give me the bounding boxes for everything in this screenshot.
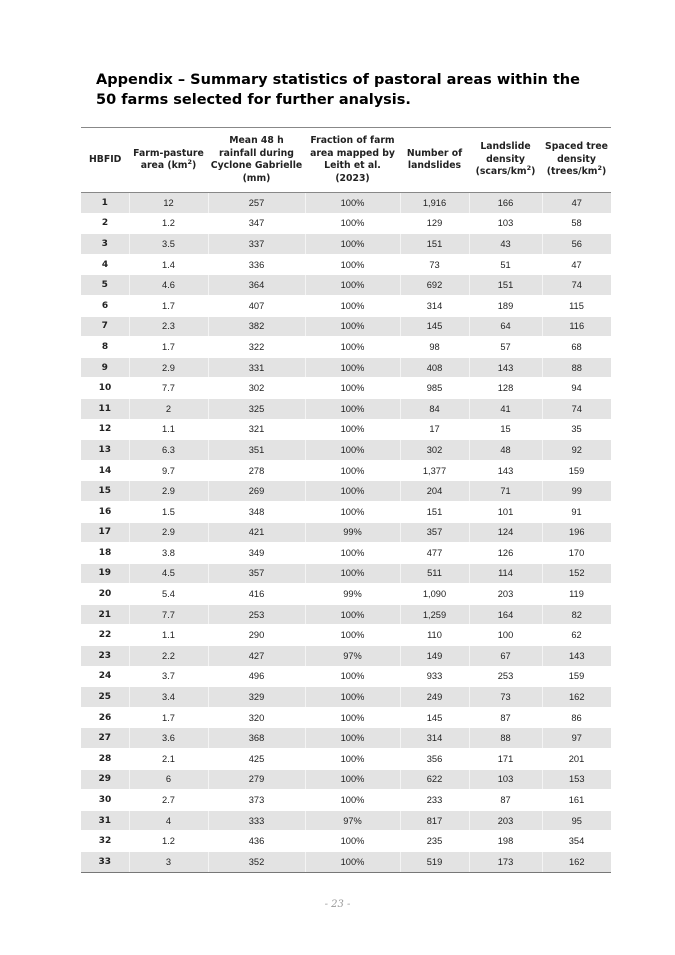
cell-rainfall: 368 [208, 728, 305, 749]
page-number: - 23 - [324, 899, 351, 910]
cell-farm-pasture-area: 5.4 [129, 584, 208, 605]
cell-tree-density: 159 [542, 460, 611, 481]
cell-farm-pasture-area: 2.2 [129, 646, 208, 667]
cell-landslide-count: 129 [400, 213, 469, 234]
cell-farm-pasture-area: 3.4 [129, 687, 208, 708]
cell-rainfall: 336 [208, 254, 305, 275]
cell-rainfall: 496 [208, 666, 305, 687]
cell-landslide-count: 692 [400, 275, 469, 296]
cell-farm-pasture-area: 4.6 [129, 275, 208, 296]
cell-landslide-density: 164 [469, 604, 542, 625]
cell-tree-density: 116 [542, 316, 611, 337]
cell-landslide-density: 143 [469, 357, 542, 378]
cell-rainfall: 352 [208, 852, 305, 873]
cell-tree-density: 95 [542, 810, 611, 831]
table-row [81, 522, 611, 543]
cell-fraction-mapped: 97% [305, 810, 400, 831]
cell-tree-density: 162 [542, 687, 611, 708]
cell-rainfall: 321 [208, 419, 305, 440]
cell-landslide-count: 985 [400, 378, 469, 399]
page-title: Appendix – Summary statistics of pastoral areas within the 50 farms selected for further analysis. [96, 72, 580, 108]
cell-landslide-count: 314 [400, 728, 469, 749]
cell-farm-pasture-area: 3 [129, 852, 208, 873]
cell-rainfall: 373 [208, 790, 305, 811]
cell-landslide-density: 73 [469, 687, 542, 708]
cell-hbfid: 6 [81, 295, 129, 316]
cell-hbfid: 7 [81, 316, 129, 337]
cell-landslide-density: 203 [469, 584, 542, 605]
cell-landslide-density: 100 [469, 625, 542, 646]
cell-rainfall: 347 [208, 213, 305, 234]
cell-tree-density: 159 [542, 666, 611, 687]
cell-hbfid: 26 [81, 707, 129, 728]
table-row [81, 316, 611, 337]
cell-landslide-count: 356 [400, 749, 469, 770]
cell-landslide-density: 41 [469, 398, 542, 419]
cell-hbfid: 13 [81, 440, 129, 461]
summary-table [81, 127, 611, 873]
cell-tree-density: 82 [542, 604, 611, 625]
table-row [81, 666, 611, 687]
cell-tree-density: 115 [542, 295, 611, 316]
cell-landslide-density: 64 [469, 316, 542, 337]
cell-landslide-density: 87 [469, 790, 542, 811]
column-header-fraction-mapped: Fraction of farm area mapped by Leith et al. (2023) [305, 128, 400, 193]
table-row [81, 728, 611, 749]
cell-hbfid: 2 [81, 213, 129, 234]
cell-landslide-count: 302 [400, 440, 469, 461]
table-row [81, 254, 611, 275]
cell-fraction-mapped: 99% [305, 522, 400, 543]
cell-fraction-mapped: 100% [305, 790, 400, 811]
cell-hbfid: 9 [81, 357, 129, 378]
cell-rainfall: 416 [208, 584, 305, 605]
table-row [81, 193, 611, 214]
cell-farm-pasture-area: 3.6 [129, 728, 208, 749]
cell-landslide-density: 51 [469, 254, 542, 275]
cell-rainfall: 269 [208, 481, 305, 502]
cell-farm-pasture-area: 3.8 [129, 543, 208, 564]
cell-landslide-count: 1,090 [400, 584, 469, 605]
cell-rainfall: 436 [208, 831, 305, 852]
table-row [81, 440, 611, 461]
cell-landslide-count: 17 [400, 419, 469, 440]
cell-hbfid: 14 [81, 460, 129, 481]
cell-tree-density: 62 [542, 625, 611, 646]
cell-hbfid: 12 [81, 419, 129, 440]
cell-farm-pasture-area: 7.7 [129, 604, 208, 625]
cell-tree-density: 68 [542, 337, 611, 358]
cell-landslide-density: 48 [469, 440, 542, 461]
cell-farm-pasture-area: 2.9 [129, 481, 208, 502]
cell-fraction-mapped: 100% [305, 378, 400, 399]
table-row [81, 295, 611, 316]
cell-hbfid: 28 [81, 749, 129, 770]
cell-farm-pasture-area: 4.5 [129, 563, 208, 584]
cell-hbfid: 23 [81, 646, 129, 667]
table-row [81, 604, 611, 625]
cell-farm-pasture-area: 1.5 [129, 501, 208, 522]
table-row [81, 646, 611, 667]
cell-tree-density: 94 [542, 378, 611, 399]
cell-landslide-count: 110 [400, 625, 469, 646]
table-row [81, 852, 611, 873]
cell-hbfid: 29 [81, 769, 129, 790]
cell-hbfid: 27 [81, 728, 129, 749]
cell-tree-density: 56 [542, 234, 611, 255]
table-body [81, 193, 611, 873]
cell-farm-pasture-area: 4 [129, 810, 208, 831]
cell-farm-pasture-area: 6 [129, 769, 208, 790]
cell-fraction-mapped: 100% [305, 357, 400, 378]
cell-rainfall: 382 [208, 316, 305, 337]
table-row [81, 460, 611, 481]
cell-farm-pasture-area: 2.1 [129, 749, 208, 770]
column-header-number-of-landslides: Number of landslides [400, 128, 469, 193]
cell-hbfid: 1 [81, 193, 129, 214]
cell-fraction-mapped: 100% [305, 337, 400, 358]
cell-fraction-mapped: 100% [305, 501, 400, 522]
cell-farm-pasture-area: 2.9 [129, 357, 208, 378]
cell-landslide-count: 817 [400, 810, 469, 831]
cell-rainfall: 279 [208, 769, 305, 790]
cell-landslide-density: 189 [469, 295, 542, 316]
cell-tree-density: 170 [542, 543, 611, 564]
cell-rainfall: 337 [208, 234, 305, 255]
cell-rainfall: 253 [208, 604, 305, 625]
cell-fraction-mapped: 100% [305, 769, 400, 790]
table-row [81, 831, 611, 852]
cell-fraction-mapped: 100% [305, 749, 400, 770]
column-header-hbfid: HBFID [81, 128, 129, 193]
table-row [81, 790, 611, 811]
cell-farm-pasture-area: 1.7 [129, 295, 208, 316]
cell-hbfid: 33 [81, 852, 129, 873]
cell-hbfid: 22 [81, 625, 129, 646]
cell-landslide-density: 203 [469, 810, 542, 831]
table-row [81, 769, 611, 790]
column-header-rainfall: Mean 48 h rainfall during Cyclone Gabrielle (mm) [208, 128, 305, 193]
cell-rainfall: 348 [208, 501, 305, 522]
cell-fraction-mapped: 100% [305, 419, 400, 440]
cell-landslide-count: 145 [400, 707, 469, 728]
cell-fraction-mapped: 100% [305, 728, 400, 749]
cell-landslide-count: 477 [400, 543, 469, 564]
table-row [81, 337, 611, 358]
cell-landslide-count: 235 [400, 831, 469, 852]
cell-tree-density: 97 [542, 728, 611, 749]
cell-fraction-mapped: 100% [305, 707, 400, 728]
cell-hbfid: 10 [81, 378, 129, 399]
cell-landslide-density: 253 [469, 666, 542, 687]
cell-hbfid: 30 [81, 790, 129, 811]
table-row [81, 810, 611, 831]
table-row [81, 275, 611, 296]
cell-landslide-count: 98 [400, 337, 469, 358]
cell-landslide-count: 151 [400, 501, 469, 522]
cell-tree-density: 86 [542, 707, 611, 728]
cell-tree-density: 196 [542, 522, 611, 543]
cell-tree-density: 143 [542, 646, 611, 667]
column-header-landslide-density: Landslide density $(scars/km^2)$ [469, 128, 542, 193]
cell-fraction-mapped: 100% [305, 563, 400, 584]
cell-tree-density: 162 [542, 852, 611, 873]
cell-farm-pasture-area: 6.3 [129, 440, 208, 461]
cell-fraction-mapped: 100% [305, 440, 400, 461]
cell-hbfid: 11 [81, 398, 129, 419]
cell-rainfall: 349 [208, 543, 305, 564]
cell-fraction-mapped: 100% [305, 213, 400, 234]
cell-landslide-density: 128 [469, 378, 542, 399]
cell-tree-density: 91 [542, 501, 611, 522]
cell-landslide-count: 622 [400, 769, 469, 790]
cell-farm-pasture-area: 1.1 [129, 419, 208, 440]
cell-fraction-mapped: 100% [305, 481, 400, 502]
cell-farm-pasture-area: 12 [129, 193, 208, 214]
cell-landslide-count: 73 [400, 254, 469, 275]
cell-fraction-mapped: 100% [305, 398, 400, 419]
cell-rainfall: 425 [208, 749, 305, 770]
cell-hbfid: 18 [81, 543, 129, 564]
cell-rainfall: 320 [208, 707, 305, 728]
cell-farm-pasture-area: 3.7 [129, 666, 208, 687]
cell-farm-pasture-area: 1.2 [129, 213, 208, 234]
table-row [81, 501, 611, 522]
cell-farm-pasture-area: 1.7 [129, 337, 208, 358]
cell-tree-density: 35 [542, 419, 611, 440]
cell-landslide-count: 145 [400, 316, 469, 337]
cell-landslide-density: 143 [469, 460, 542, 481]
cell-landslide-density: 126 [469, 543, 542, 564]
cell-hbfid: 3 [81, 234, 129, 255]
cell-landslide-density: 88 [469, 728, 542, 749]
cell-fraction-mapped: 100% [305, 666, 400, 687]
cell-rainfall: 364 [208, 275, 305, 296]
table-row [81, 563, 611, 584]
cell-landslide-count: 1,259 [400, 604, 469, 625]
cell-landslide-count: 233 [400, 790, 469, 811]
cell-landslide-density: 173 [469, 852, 542, 873]
table-header-row [81, 128, 611, 193]
cell-landslide-density: 67 [469, 646, 542, 667]
cell-hbfid: 8 [81, 337, 129, 358]
cell-landslide-density: 151 [469, 275, 542, 296]
cell-landslide-density: 171 [469, 749, 542, 770]
cell-tree-density: 58 [542, 213, 611, 234]
cell-fraction-mapped: 100% [305, 295, 400, 316]
cell-fraction-mapped: 100% [305, 543, 400, 564]
cell-hbfid: 4 [81, 254, 129, 275]
cell-rainfall: 331 [208, 357, 305, 378]
cell-tree-density: 74 [542, 275, 611, 296]
cell-tree-density: 161 [542, 790, 611, 811]
cell-hbfid: 32 [81, 831, 129, 852]
cell-farm-pasture-area: 1.7 [129, 707, 208, 728]
table-row [81, 398, 611, 419]
cell-hbfid: 31 [81, 810, 129, 831]
cell-rainfall: 421 [208, 522, 305, 543]
cell-tree-density: 99 [542, 481, 611, 502]
cell-rainfall: 325 [208, 398, 305, 419]
cell-tree-density: 354 [542, 831, 611, 852]
cell-farm-pasture-area: 3.5 [129, 234, 208, 255]
cell-hbfid: 16 [81, 501, 129, 522]
cell-rainfall: 322 [208, 337, 305, 358]
table-row [81, 234, 611, 255]
cell-farm-pasture-area: 2 [129, 398, 208, 419]
cell-landslide-count: 357 [400, 522, 469, 543]
cell-tree-density: 201 [542, 749, 611, 770]
cell-tree-density: 92 [542, 440, 611, 461]
cell-farm-pasture-area: 2.3 [129, 316, 208, 337]
cell-landslide-density: 114 [469, 563, 542, 584]
cell-fraction-mapped: 100% [305, 687, 400, 708]
table-row [81, 543, 611, 564]
cell-hbfid: 24 [81, 666, 129, 687]
table-row [81, 625, 611, 646]
table-row [81, 213, 611, 234]
cell-fraction-mapped: 100% [305, 604, 400, 625]
cell-landslide-count: 933 [400, 666, 469, 687]
cell-fraction-mapped: 97% [305, 646, 400, 667]
cell-landslide-density: 103 [469, 213, 542, 234]
cell-landslide-density: 101 [469, 501, 542, 522]
cell-landslide-count: 408 [400, 357, 469, 378]
cell-landslide-count: 314 [400, 295, 469, 316]
cell-farm-pasture-area: 1.2 [129, 831, 208, 852]
cell-landslide-density: 124 [469, 522, 542, 543]
cell-rainfall: 333 [208, 810, 305, 831]
cell-landslide-count: 249 [400, 687, 469, 708]
cell-farm-pasture-area: 2.7 [129, 790, 208, 811]
summary-table-container [81, 127, 611, 873]
column-header-farm-pasture-area: Farm-pasture area $(km^2)$ [129, 128, 208, 193]
cell-tree-density: 74 [542, 398, 611, 419]
cell-rainfall: 290 [208, 625, 305, 646]
cell-hbfid: 25 [81, 687, 129, 708]
cell-farm-pasture-area: 7.7 [129, 378, 208, 399]
cell-rainfall: 357 [208, 563, 305, 584]
table-row [81, 749, 611, 770]
cell-farm-pasture-area: 1.1 [129, 625, 208, 646]
cell-rainfall: 257 [208, 193, 305, 214]
cell-landslide-count: 149 [400, 646, 469, 667]
cell-tree-density: 47 [542, 254, 611, 275]
cell-landslide-count: 511 [400, 563, 469, 584]
table-row [81, 357, 611, 378]
cell-farm-pasture-area: 2.9 [129, 522, 208, 543]
cell-landslide-count: 519 [400, 852, 469, 873]
cell-rainfall: 278 [208, 460, 305, 481]
cell-rainfall: 302 [208, 378, 305, 399]
cell-fraction-mapped: 100% [305, 852, 400, 873]
cell-landslide-count: 84 [400, 398, 469, 419]
table-row [81, 481, 611, 502]
cell-tree-density: 119 [542, 584, 611, 605]
cell-landslide-density: 103 [469, 769, 542, 790]
cell-tree-density: 153 [542, 769, 611, 790]
cell-landslide-density: 71 [469, 481, 542, 502]
cell-hbfid: 21 [81, 604, 129, 625]
cell-fraction-mapped: 100% [305, 234, 400, 255]
cell-farm-pasture-area: 1.4 [129, 254, 208, 275]
table-row [81, 584, 611, 605]
cell-fraction-mapped: 100% [305, 625, 400, 646]
cell-rainfall: 427 [208, 646, 305, 667]
cell-landslide-count: 204 [400, 481, 469, 502]
cell-rainfall: 351 [208, 440, 305, 461]
table-row [81, 687, 611, 708]
cell-fraction-mapped: 100% [305, 193, 400, 214]
cell-farm-pasture-area: 9.7 [129, 460, 208, 481]
cell-tree-density: 88 [542, 357, 611, 378]
cell-fraction-mapped: 100% [305, 316, 400, 337]
cell-rainfall: 407 [208, 295, 305, 316]
cell-tree-density: 47 [542, 193, 611, 214]
cell-landslide-density: 57 [469, 337, 542, 358]
cell-landslide-count: 151 [400, 234, 469, 255]
cell-fraction-mapped: 100% [305, 460, 400, 481]
cell-fraction-mapped: 100% [305, 831, 400, 852]
cell-tree-density: 152 [542, 563, 611, 584]
cell-landslide-density: 198 [469, 831, 542, 852]
cell-hbfid: 19 [81, 563, 129, 584]
cell-landslide-density: 15 [469, 419, 542, 440]
cell-landslide-count: 1,377 [400, 460, 469, 481]
cell-rainfall: 329 [208, 687, 305, 708]
cell-fraction-mapped: 100% [305, 275, 400, 296]
table-row [81, 419, 611, 440]
cell-hbfid: 20 [81, 584, 129, 605]
cell-hbfid: 17 [81, 522, 129, 543]
cell-fraction-mapped: 100% [305, 254, 400, 275]
cell-hbfid: 15 [81, 481, 129, 502]
cell-landslide-density: 166 [469, 193, 542, 214]
cell-landslide-density: 43 [469, 234, 542, 255]
cell-hbfid: 5 [81, 275, 129, 296]
cell-landslide-density: 87 [469, 707, 542, 728]
cell-landslide-count: 1,916 [400, 193, 469, 214]
table-row [81, 707, 611, 728]
table-row [81, 378, 611, 399]
column-header-spaced-tree-density: Spaced tree density $(trees/km^2)$ [542, 128, 611, 193]
cell-fraction-mapped: 99% [305, 584, 400, 605]
